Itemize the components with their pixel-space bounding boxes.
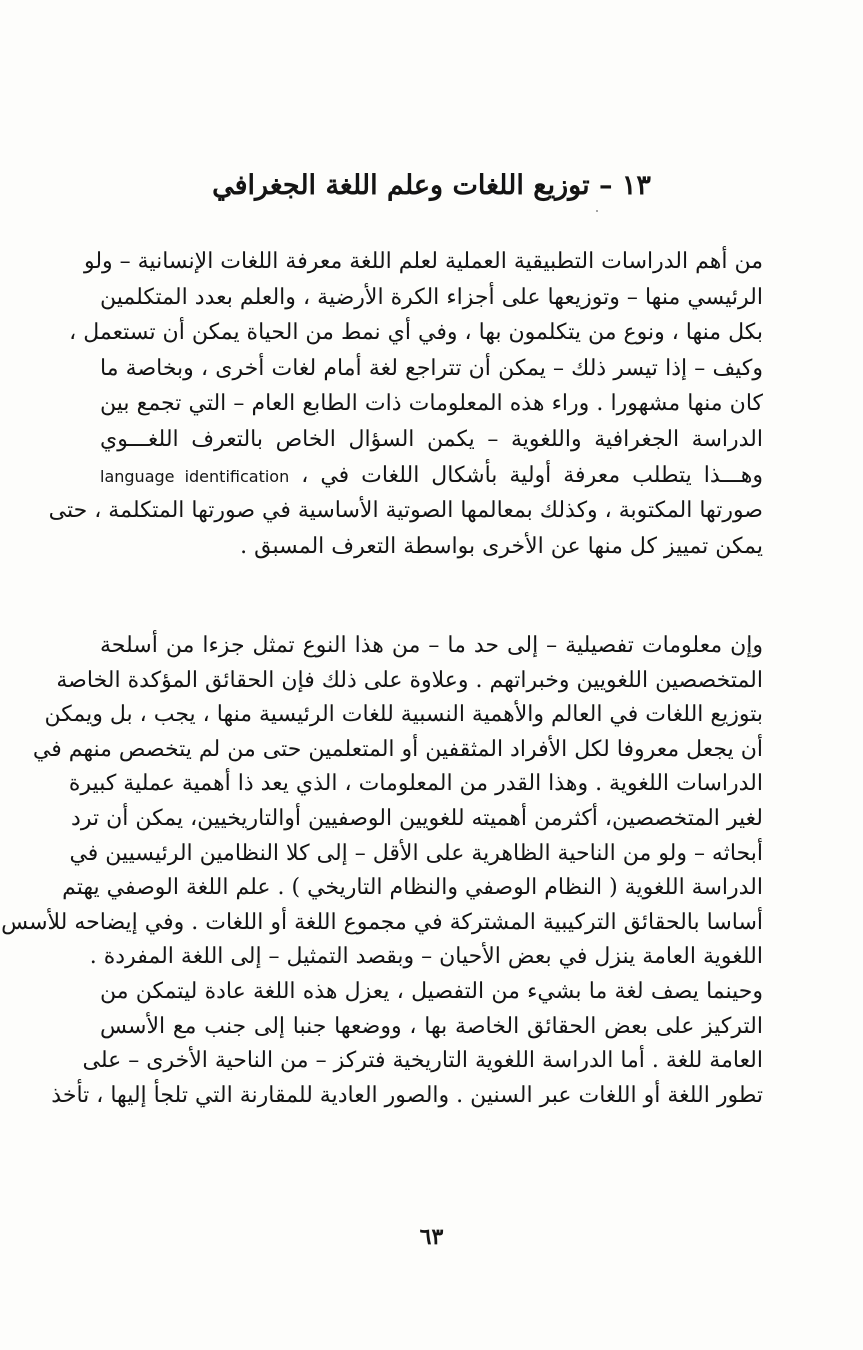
paragraph-line: وحينما يصف لغة ما بشيء من التفصيل ، يعزل هذه اللغة عادة ليتمكن من [100, 978, 763, 1004]
paragraph-line: تطور اللغة أو اللغات عبر السنين . والصور العادية للمقارنة التي تلجأ إليها ، تأخذ [51, 1082, 763, 1108]
paragraph-line: لغير المتخصصين، أكثرمن أهميته للغويين الوصفيين أوالتاريخيين، يمكن أن ترد [71, 805, 763, 831]
paragraph-line: الدراسة اللغوية ( النظام الوصفي والنظام التاريخي ) . علم اللغة الوصفي يهتم [62, 875, 763, 901]
paragraph-line: العامة للغة . أما الدراسة اللغوية التاريخية فتركز – من الناحية الأخرى – على [82, 1048, 763, 1074]
paragraph-1 [48, 244, 764, 564]
paragraph-line: يمكن تمييز كل منها عن الأخرى بواسطة التعرف المسبق . [240, 533, 763, 559]
paragraph-line-with-term [100, 458, 763, 494]
paragraph-line: الدراسات اللغوية . وهذا القدر من المعلومات ، الذي يعد ذا أهمية عملية كبيرة [68, 771, 763, 797]
paragraph-line: بتوزيع اللغات في العالم والأهمية النسبية للغات الرئيسية منها ، يجب ، بل ويمكن [44, 702, 763, 728]
paragraph-line: المتخصصين اللغويين وخبراتهم . وعلاوة على ذلك فإن الحقائق المؤكدة الخاصة [56, 667, 763, 693]
paragraph-line: أساسا بالحقائق التركيبية المشتركة في مجموع اللغة أو اللغات . وفي إيضاحه للأسس [1, 909, 763, 935]
line-text: وهـــذا يتطلب معرفة أولية بأشكال اللغات في [320, 462, 764, 488]
paragraph-line: وكيف – إذا تيسر ذلك – يمكن أن تتراجع لغة أمام لغات أخرى ، وبخاصة ما [100, 355, 763, 381]
page-number: ٦٣ [419, 1224, 444, 1250]
paragraph-line: بكل منها ، ونوع من يتكلمون بها ، وفي أي نمط من الحياة يمكن أن تستعمل ، [69, 320, 763, 346]
paragraph-line: اللغوية العامة ينزل في بعض الأحيان – وبقصد التمثيل – إلى اللغة المفردة . [89, 944, 763, 970]
paragraph-line: من أهم الدراسات التطبيقية العملية لعلم اللغة معرفة اللغات الإنسانية – ولو [83, 249, 763, 274]
paragraph-line: الرئيسي منها – وتوزيعها على أجزاء الكرة الأرضية ، والعلم بعدد المتكلمين [100, 284, 763, 310]
latin-term: language identification [100, 466, 290, 486]
chapter-title: ١٣ – توزيع اللغات وعلم اللغة الجغرافي [212, 170, 651, 201]
paragraph-line: أبحاثه – ولو من الناحية الظاهرية على الأقل – إلى كلا النظامين الرئيسيين في [69, 840, 763, 866]
paragraph-line: وإن معلومات تفصيلية – إلى حد ما – من هذا النوع تمثل جزءا من أسلحة [100, 633, 763, 658]
paragraph-2 [1, 629, 763, 1113]
term-separator: ، [289, 462, 309, 488]
paragraph-line: التركيز على بعض الحقائق الخاصة بها ، ووضعها جنبا إلى جنب مع الأسس [100, 1013, 763, 1039]
print-speck [596, 210, 598, 212]
paragraph-line: صورتها المكتوبة ، وكذلك بمعالمها الصوتية الأساسية في صورتها المتكلمة ، حتى [48, 498, 763, 524]
paragraph-line: أن يجعل معروفا لكل الأفراد المثقفين أو المتعلمين حتى من لم يتخصص منهم في [32, 736, 763, 762]
paragraph-line: كان منها مشهورا . وراء هذه المعلومات ذات الطابع العام – التي تجمع بين [100, 391, 763, 417]
paragraph-line: الدراسة الجغرافية واللغوية – يكمن السؤال الخاص بالتعرف اللغـــوي [100, 426, 763, 452]
